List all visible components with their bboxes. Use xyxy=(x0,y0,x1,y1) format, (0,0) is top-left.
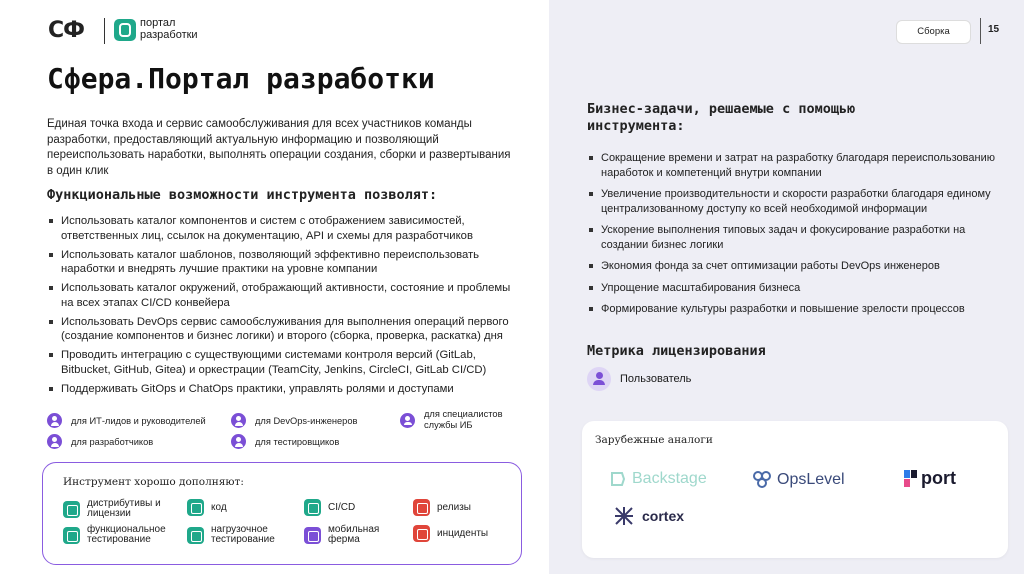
analog-label: port xyxy=(921,468,956,488)
analog-label: OpsLevel xyxy=(777,471,845,488)
tool-label: инциденты xyxy=(437,527,489,539)
tool-label: релизы xyxy=(437,501,471,513)
audience-developers xyxy=(47,434,153,449)
user-icon xyxy=(47,413,62,428)
features-list xyxy=(47,214,517,401)
analog-backstage[interactable] xyxy=(609,470,707,488)
tool-functional-testing[interactable] xyxy=(63,525,178,545)
tool-incidents[interactable] xyxy=(413,525,488,542)
audience-label: для разработчиков xyxy=(71,436,154,447)
cortex-logo-icon xyxy=(613,505,635,527)
list-item: Использовать каталог окружений, отображающий активности, состояние и проблемы на всех этапах CI/CD конвейера xyxy=(47,281,517,310)
audience-it-leads xyxy=(47,413,206,428)
sf-logo: СФ xyxy=(48,18,84,43)
metric-user xyxy=(587,367,691,391)
list-item: Сокращение времени и затрат на разработку благодаря переиспользованию наработок и компетенций внутри компании xyxy=(587,151,997,180)
opslevel-logo-icon xyxy=(751,470,773,490)
user-icon xyxy=(587,367,611,391)
tool-label: мобильная ферма xyxy=(328,524,380,545)
audience-security xyxy=(400,409,520,431)
tool-label: функциональное тестирование xyxy=(87,524,166,545)
user-icon xyxy=(400,413,415,428)
badge-divider xyxy=(980,18,981,44)
tool-mobile-farm[interactable] xyxy=(304,525,389,545)
business-title: Бизнес-задачи, решаемые с помощью инструмента: xyxy=(587,101,856,134)
list-item: Увеличение производительности и скорости разработки благодаря единому централизованному доступу ко всей необходимой информации xyxy=(587,187,997,216)
port-logo-icon xyxy=(904,470,918,488)
tool-label: CI/CD xyxy=(328,501,356,513)
analog-opslevel[interactable] xyxy=(751,470,845,490)
logo-divider xyxy=(104,18,105,44)
mobile-farm-icon xyxy=(304,527,321,544)
audience-label: для тестировщиков xyxy=(255,436,340,447)
load-testing-icon xyxy=(187,527,204,544)
metric-title: Метрика лицензирования xyxy=(587,343,766,359)
complement-box xyxy=(42,462,522,565)
analogs-title: Зарубежные аналоги xyxy=(595,434,713,446)
code-icon xyxy=(187,499,204,516)
analog-cortex[interactable] xyxy=(613,505,684,527)
incidents-icon xyxy=(413,525,430,542)
complement-title: Инструмент хорошо дополняют: xyxy=(63,476,244,488)
page-title: Сфера.Портал разработки xyxy=(47,62,435,95)
audience-label: для специалистов службы ИБ xyxy=(424,409,503,430)
list-item: Ускорение выполнения типовых задач и фокусирование разработки на создании бизнес логики xyxy=(587,223,997,252)
tool-label: дистрибутивы и лицензии xyxy=(87,498,161,519)
list-item: Использовать DevOps сервис самообслуживания для выполнения операций первого (создание компонентов и бизнес логики) и второго (сборка, проверка, раскатка) дня xyxy=(47,315,517,344)
user-icon xyxy=(231,434,246,449)
functional-testing-icon xyxy=(63,527,80,544)
cicd-icon xyxy=(304,499,321,516)
list-item: Экономия фонда за счет оптимизации работы DevOps инженеров xyxy=(587,259,997,274)
portal-logo-line1: портал xyxy=(140,17,176,29)
section-badge[interactable]: Сборка xyxy=(896,20,971,44)
user-icon xyxy=(231,413,246,428)
business-list xyxy=(587,151,997,324)
releases-icon xyxy=(413,499,430,516)
intro-text: Единая точка входа и сервис самообслуживания для всех участников команды разработки, предоставляющий актуальную информацию и позволяющий переиспользовать наработки, выполнять операции создания, сборки и развертывания в один клик xyxy=(47,118,511,177)
analog-label: cortex xyxy=(642,508,685,524)
list-item: Использовать каталог компонентов и систем с отображением зависимостей, ответственных лиц, ссылок на документацию, API и схемы для разработчиков xyxy=(47,214,517,243)
list-item: Упрощение масштабирования бизнеса xyxy=(587,281,997,296)
features-title: Функциональные возможности инструмента позволят: xyxy=(47,187,438,203)
audience-testers xyxy=(231,434,339,449)
tool-distributions[interactable] xyxy=(63,499,178,519)
portal-logo-icon xyxy=(114,19,136,41)
audience-label: для ИТ-лидов и руководителей xyxy=(71,415,206,426)
tool-releases[interactable] xyxy=(413,499,471,516)
metric-value: Пользователь xyxy=(620,373,692,385)
page-number: 15 xyxy=(988,24,1000,35)
tool-code[interactable] xyxy=(187,499,227,516)
analogs-card xyxy=(582,421,1008,558)
tool-label: нагрузочное тестирование xyxy=(211,524,275,545)
analog-label: Backstage xyxy=(632,470,707,487)
distributions-icon xyxy=(63,501,80,518)
backstage-logo-icon xyxy=(609,470,627,488)
list-item: Использовать каталог шаблонов, позволяющий эффективно переиспользовать наработки и внедрять лучшие практики на уровне компании xyxy=(47,248,517,277)
portal-logo-text xyxy=(140,17,198,41)
audience-label: для DevOps-инженеров xyxy=(255,415,358,426)
tool-cicd[interactable] xyxy=(304,499,355,516)
portal-logo-line2: разработки xyxy=(140,29,198,41)
list-item: Формирование культуры разработки и повышение зрелости процессов xyxy=(587,302,997,317)
list-item: Проводить интеграцию с существующими системами контроля версий (GitLab, Bitbucket, GitHub, Gitea) и оркестрации (TeamCity, Jenkins, CircleCI, GitLab CI/CD) xyxy=(47,348,517,377)
list-item: Поддерживать GitOps и ChatOps практики, управлять ролями и доступами xyxy=(47,382,517,397)
user-icon xyxy=(47,434,62,449)
tool-load-testing[interactable] xyxy=(187,525,297,545)
audience-devops xyxy=(231,413,357,428)
analog-port[interactable] xyxy=(904,468,956,489)
tool-label: код xyxy=(211,501,227,513)
